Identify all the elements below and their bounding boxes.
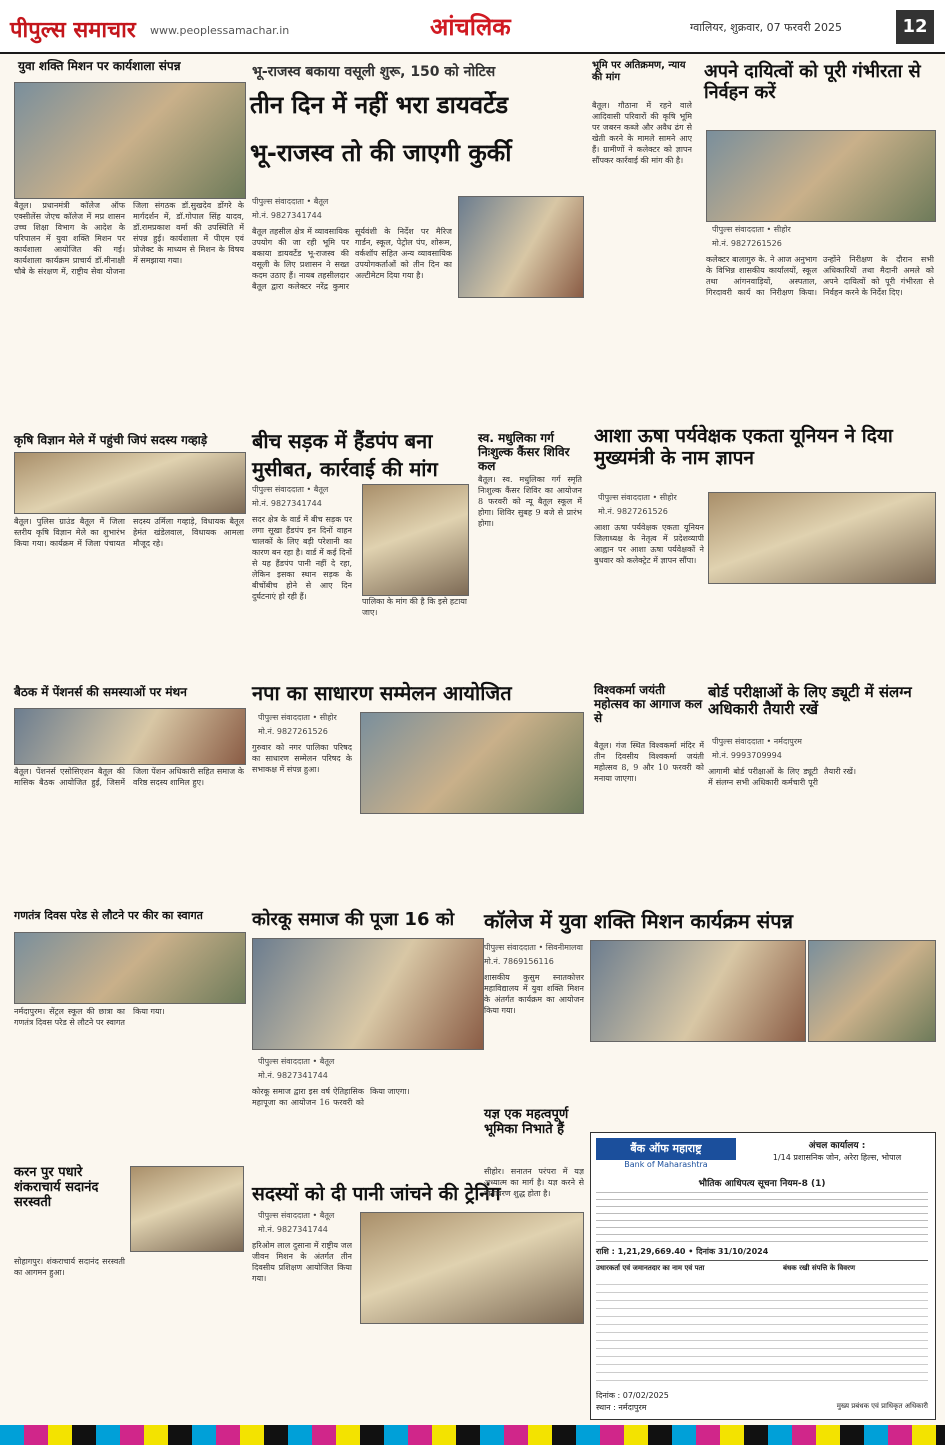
bank-name-en: Bank of Maharashtra (624, 1160, 708, 1169)
headline: बीच सड़क में हैंडपंप बना (252, 429, 433, 453)
signatory: मुख्य प्रबंधक एवं प्राधिकृत अधिकारी (836, 1402, 928, 1410)
article-body: सोहागपुर। शंकराचार्य सदानंद सरस्वती का आगमन हुआ। (14, 1257, 125, 1277)
headline: कृषि विज्ञान मेले में पहुंची जिपं सदस्य गव्हाड़े (14, 433, 208, 447)
headline: आशा ऊषा पर्यवेक्षक एकता यूनियन ने दिया मुख्यमंत्री के नाम ज्ञापन (594, 425, 893, 469)
notice-title: भौतिक आधिपत्य सूचना नियम-8 (1) (698, 1179, 826, 1189)
article-body: आगामी बोर्ड परीक्षाओं के लिए ड्यूटी में संलग्न सभी अधिकारी कर्मचारी पूरी तैयारी रखें। (708, 767, 857, 787)
section-title: आंचलिक (430, 13, 511, 41)
byline: पीपुल्स संवाददाता • बैतूल (252, 197, 329, 206)
newspaper-logo: पीपुल्स समाचार (10, 18, 136, 43)
phone: मो.नं. 9827341744 (258, 1071, 328, 1080)
headline: गणतंत्र दिवस परेड से लौटने पर कीर का स्वागत (14, 909, 203, 922)
byline: पीपुल्स संवाददाता • सीहोर (712, 225, 791, 234)
table-header: बंधक रखी संपत्ति के विवरण (782, 1264, 856, 1272)
page-number: 12 (896, 10, 934, 44)
notice-date: दिनांक : 07/02/2025 (596, 1391, 669, 1400)
article-body: बैतूल तहसील क्षेत्र में व्यावसायिक उपयोग की जा रही भूमि पर बकाया डायवर्टेड भू-राजस्व की वसूली के लिए प्रशासन ने सख्त कदम उठाए हैं। नायब तहसीलदार बैतूल द्वारा कलेक्टर नरेंद्र कुमार सूर्यवंशी के निर्देश पर मैरिज गार्डन, स्कूल, पेट्रोल पंप, शोरूम, वर्कशॉप सहित अन्य व्यावसायिक उपयोगकर्ताओं को तीन दिन का अल्टीमेटम दिया गया है। (252, 227, 452, 291)
phone: मो.नं. 9827261526 (712, 239, 782, 248)
article-photo (252, 938, 484, 1050)
article-body: बैतूल। पेंशनर्स एसोसिएशन बैतूल की मासिक बैठक आयोजित हुई, जिसमें जिला पेंशन अधिकारी सहित समाज के वरिष्ठ सदस्य शामिल हुए। (14, 767, 244, 787)
article-body: सदर क्षेत्र के वार्ड में बीच सड़क पर लगा सूखा हैंडपंप इन दिनों वाहन चालकों के लिए बड़ी परेशानी का कारण बन रहा है। वार्ड में कई दिनों से यह हैंडपंप पानी नहीं दे रहा, लेकिन इसका स्थान सड़क के बीचोंबीच होने से आए दिन दुर्घटनाएं हो रही हैं। (252, 515, 352, 601)
color-registration-bar (0, 1425, 945, 1445)
article-body: बैतूल। स्व. मधुलिका गर्ग स्मृति निःशुल्क कैंसर शिविर का आयोजन 8 फरवरी को न्यू बैतूल स्कूल में होगा। शिविर सुबह 9 बजे से प्रारंभ होगा। (478, 475, 582, 528)
kicker: भूमि पर अतिक्रमण, न्याय की मांग (592, 60, 686, 83)
article-photo (708, 492, 936, 584)
headline: स्व. मधुलिका गर्ग निःशुल्क कैंसर शिविर कल (478, 431, 570, 473)
headline: भू-राजस्व तो की जाएगी कुर्की (250, 139, 512, 167)
article-body: कलेक्टर बालागुरु के. ने आज अनुभाग के विभिन्न शासकीय कार्यालयों, स्कूल तथा आंगनवाड़ियों, अस्पताल, गिरदावरी कार्य का निरीक्षण किया। उन्होंने निरीक्षण के दौरान सभी अधिकारियों तथा मैदानी अमले को अपने दायित्वों को पूरी गंभीरता से निर्वहन करने के निर्देश दिए। (706, 255, 934, 297)
article-photo (14, 708, 246, 765)
headline: मुसीबत, कार्रवाई की मांग (252, 457, 438, 481)
article-photo (458, 196, 584, 298)
article-photo (360, 712, 584, 814)
article-photo (14, 82, 246, 199)
headline: कॉलेज में युवा शक्ति मिशन कार्यक्रम संपन्न (484, 909, 794, 933)
website-url: www.peoplessamachar.in (150, 24, 290, 37)
notice-text-lines (596, 1192, 928, 1242)
phone: मो.नं. 7869156116 (484, 957, 554, 966)
article-photo (14, 932, 246, 1004)
kicker: भू-राजस्व बकाया वसूली शुरू, 150 को नोटिस (252, 64, 496, 80)
headline: सदस्यों को दी पानी जांचने की ट्रेनिंग (252, 1183, 501, 1205)
article-photo (14, 452, 246, 514)
byline: पीपुल्स संवाददाता • सीहोर (258, 713, 337, 722)
headline: नपा का साधारण सम्मेलन आयोजित (252, 681, 512, 705)
article-body: सीहोर। सनातन परंपरा में यज्ञ अध्यात्म का मार्ग है। यज्ञ करने से वातावरण शुद्ध होता है। (484, 1167, 584, 1198)
headline: युवा शक्ति मिशन पर कार्यशाला संपन्न (18, 59, 181, 73)
bank-name: बैंक ऑफ महाराष्ट्र (596, 1138, 736, 1160)
phone: मो.नं. 9827261526 (598, 507, 668, 516)
article-photo (590, 940, 806, 1042)
article-body: कोरकू समाज द्वारा इस वर्ष ऐतिहासिक महापूजा का आयोजन 16 फरवरी को किया जाएगा। (252, 1087, 410, 1107)
byline: पीपुल्स संवाददाता • सिवनीमालवा (484, 943, 583, 952)
phone: मो.नं. 9827341744 (258, 1225, 328, 1234)
headline: बैठक में पेंशनर्स की समस्याओं पर मंथन (14, 685, 187, 699)
article-photo (362, 484, 469, 596)
phone: मो.नं. 9827341744 (252, 499, 322, 508)
table-header: उधारकर्ता एवं जमानतदार का नाम एवं पता (596, 1264, 705, 1272)
notice-table-lines (596, 1284, 928, 1384)
article-body: हरिओम लाल दुसाना में राष्ट्रीय जल जीवन मिशन के अंतर्गत तीन दिवसीय प्रशिक्षण आयोजित किया गया। (252, 1241, 352, 1283)
byline: पीपुल्स संवाददाता • बैतूल (258, 1211, 335, 1220)
byline: पीपुल्स संवाददाता • नर्मदापुरम (712, 737, 802, 746)
headline: विश्वकर्मा जयंती महोत्सव का आगाज कल से (594, 683, 703, 725)
article-body: नर्मदापुरम। सेंट्रल स्कूल की छात्रा का गणतंत्र दिवस परेड से लौटने पर स्वागत किया गया। (14, 1007, 165, 1027)
headline: कोरकू समाज की पूजा 16 को (252, 909, 455, 930)
table-divider (596, 1260, 928, 1262)
headline: यज्ञ एक महत्वपूर्ण भूमिका निभाते हैं (484, 1107, 569, 1137)
byline: पीपुल्स संवाददाता • बैतूल (252, 485, 329, 494)
article-body: गुरुवार को नगर पालिका परिषद का साधारण सम्मेलन परिषद के सभाकक्ष में संपन्न हुआ। (252, 743, 352, 774)
article-body: बैतूल। प्रधानमंत्री कॉलेज ऑफ एक्सीलेंस जेएच कॉलेज में मप्र शासन उच्च शिक्षा विभाग के आदेश के परिपालन में युवा शक्ति मिशन पर कार्यशाला आयोजित की गई। कार्यशाला कार्यक्रम प्राचार्य डॉ.मीनाक्षी चौबे के संरक्षण में, राष्ट्रीय सेवा योजना जिला संगठक डॉ.सुखदेव डोंगरे के मार्गदर्शन में, डॉ.गोपाल सिंह यादव, डॉ.रामप्रकाश वर्मा की उपस्थिति में संपन्न हुई। कार्यशाला में पीएम एवं प्रोजेक्ट के माध्यम से मिशन के विषय में समझाया गया। (14, 201, 244, 276)
headline: करन पुर पधारे शंकराचार्य सदानंद सरस्वती (14, 1165, 99, 1210)
article-body: बैतूल। गंज स्थित विश्वकर्मा मंदिर में तीन दिवसीय विश्वकर्मा जयंती महोत्सव 8, 9 और 10 फरवरी को मनाया जाएगा। (594, 741, 704, 783)
article-photo (808, 940, 936, 1042)
dateline: ग्वालियर, शुक्रवार, 07 फरवरी 2025 (690, 21, 843, 34)
article-photo (706, 130, 936, 222)
byline: पीपुल्स संवाददाता • सीहोर (598, 493, 677, 502)
byline: पीपुल्स संवाददाता • बैतूल (258, 1057, 335, 1066)
article-body: बैतूल। गौठाना में रहने वाले आदिवासी परिवारों की कृषि भूमि पर जबरन कब्जे और अवैध ढंग से खेती करने के मामले सामने आए हैं। ग्रामीणों ने कलेक्टर को ज्ञापन सौंपकर कार्रवाई की मांग की है। (592, 101, 692, 165)
phone: मो.नं. 9827261526 (258, 727, 328, 736)
phone: मो.नं. 9827341744 (252, 211, 322, 220)
headline: बोर्ड परीक्षाओं के लिए ड्यूटी में संलग्न अधिकारी तैयारी रखें (708, 683, 912, 719)
headline: तीन दिन में नहीं भरा डायवर्टेड (250, 91, 509, 119)
article-body: आशा ऊषा पर्यवेक्षक एकता यूनियन जिलाध्यक्ष के नेतृत्व में प्रदेशव्यापी आह्वान पर आशा ऊषा पर्यवेक्षकों ने बुधवार को कलेक्ट्रेट में ज्ञापन सौंपा। (594, 523, 704, 565)
notice-amount: राशि : 1,21,29,669.40 • दिनांक 31/10/2024 (596, 1247, 769, 1256)
office-address: 1/14 प्रशासनिक जोन, अरेरा हिल्स, भोपाल (772, 1153, 902, 1162)
article-body: बैतूल। पुलिस ग्राउंड बैतूल में जिला स्तरीय कृषि विज्ञान मेले का शुभारंभ किया गया। कार्यक्रम में जिला पंचायत सदस्य उर्मिला गव्हाड़े, विधायक बैतूल हेमंत खंडेलवाल, विधायक आमला मौजूद रहे। (14, 517, 244, 548)
article-body: शासकीय कुसुम स्नातकोत्तर महाविद्यालय में युवा शक्ति मिशन के अंतर्गत कार्यक्रम का आयोजन किया गया। (484, 973, 584, 1015)
headline: अपने दायित्वों को पूरी गंभीरता से निर्वहन करें (704, 61, 921, 103)
photo-caption: पालिका के मांग की है कि इसे हटाया जाए। (362, 597, 467, 617)
office-label: अंचल कार्यालय : (808, 1141, 866, 1151)
phone: मो.नं. 9993709994 (712, 751, 782, 760)
notice-place: स्थान : नर्मदापुरम (596, 1403, 647, 1412)
article-photo (130, 1166, 244, 1252)
